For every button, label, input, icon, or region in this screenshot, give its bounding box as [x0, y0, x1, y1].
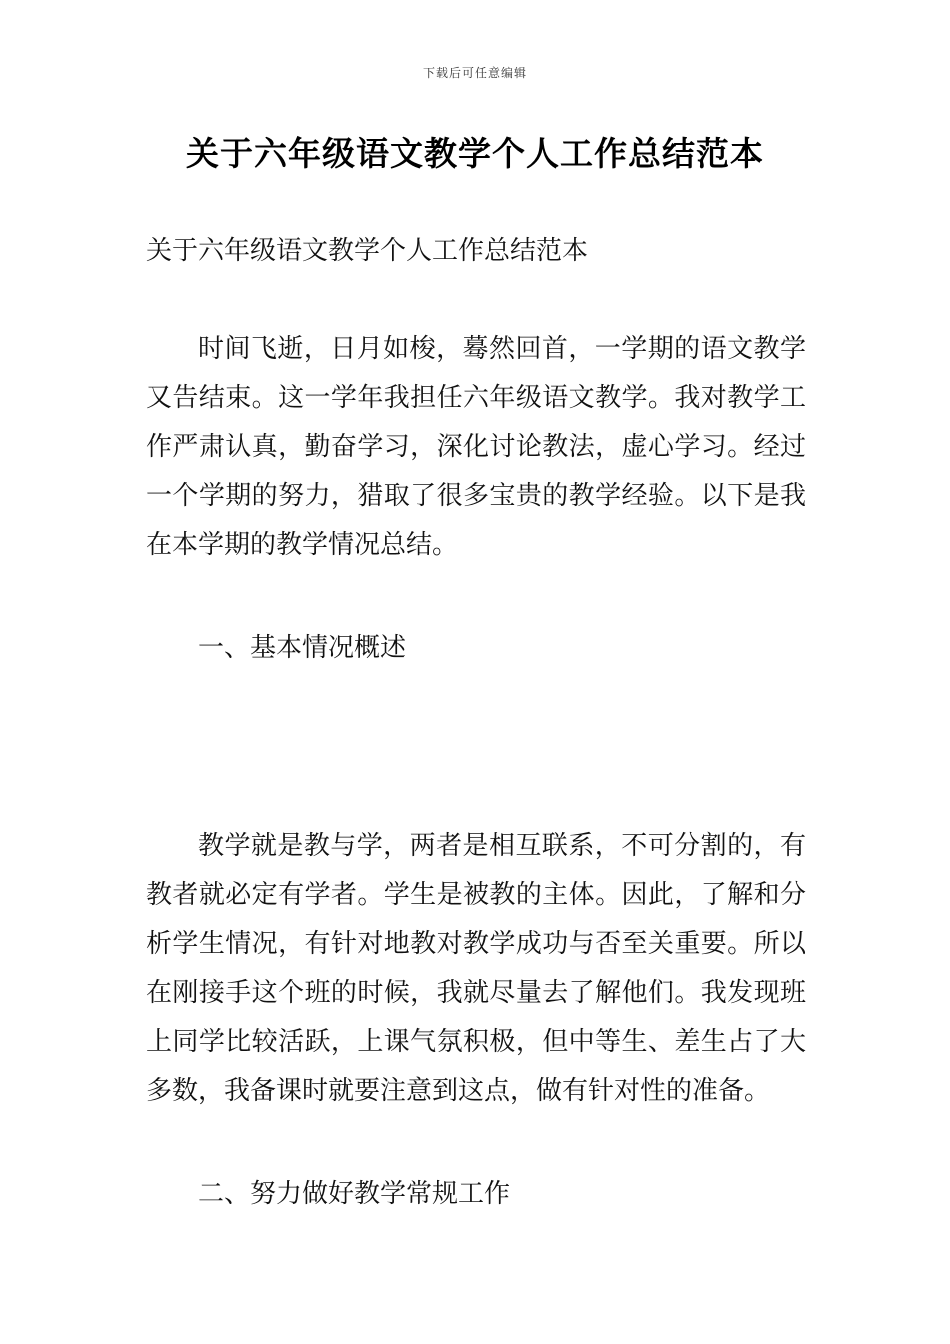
- section1-heading: [146, 624, 806, 673]
- section2-heading: [146, 1170, 806, 1219]
- section1-paragraph: [146, 822, 806, 1116]
- document-subtitle: [146, 227, 806, 276]
- section1-heading-text: 一、基本情况概述: [198, 633, 407, 663]
- document-title: 关于六年级语文教学个人工作总结范本: [186, 134, 764, 173]
- section1-body-text: 教学就是教与学，两者是相互联系，不可分割的，有教者就必定有学者。学生是被教的主体。因此，了解和分析学生情况，有针对地教对教学成功与否至关重要。所以在刚接手这个班的时候，我就尽量去了解他们。我发现班上同学比较活跃，上课气氛积极，但中等生、差生占了大多数，我备课时就要注意到这点，做有针对性的准备。: [146, 831, 806, 1106]
- header-note: 下载后可任意编辑: [422, 66, 527, 80]
- intro-text: 时间飞逝，日月如梭，蓦然回首，一学期的语文教学又告结束。这一学年我担任六年级语文教学。我对教学工作严肃认真，勤奋学习，深化讨论教法，虚心学习。经过一个学期的努力，猎取了很多宝贵的教学经验。以下是我在本学期的教学情况总结。: [146, 334, 806, 560]
- intro-paragraph: [146, 325, 806, 570]
- section2-heading-text: 二、努力做好教学常规工作: [198, 1179, 511, 1209]
- subtitle-text: 关于六年级语文教学个人工作总结范本: [146, 236, 589, 266]
